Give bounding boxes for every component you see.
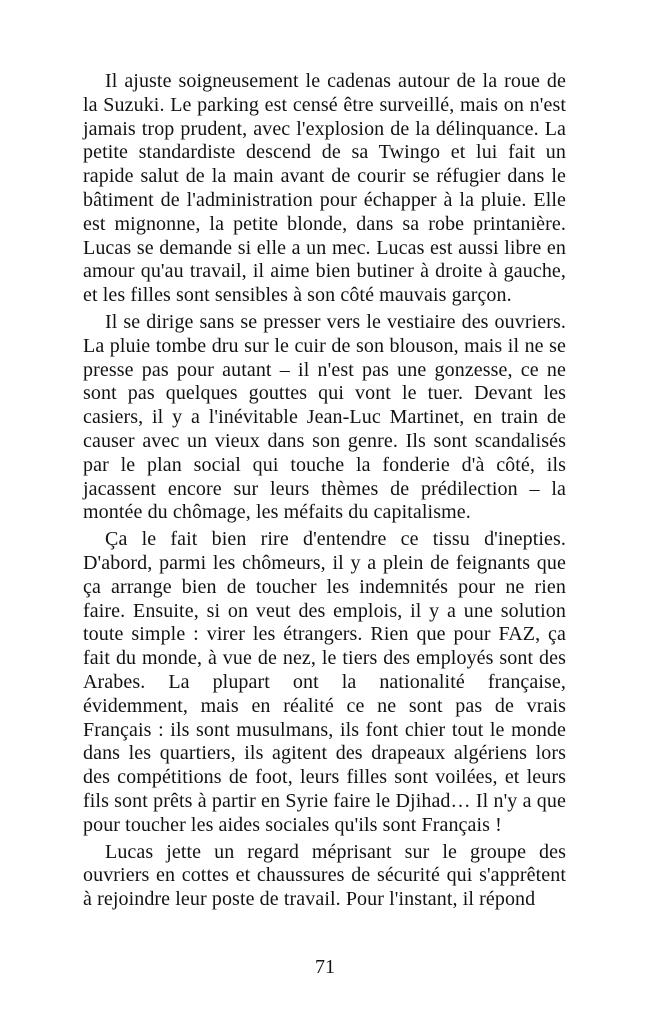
paragraph: Ça le fait bien rire d'entendre ce tissu d'inepties. D'abord, parmi les chômeurs, il y a plein de feignants que ça arrange bien de toucher les indemnités pour ne rien faire. Ensuite, si on veut des emplois, il y a une solution toute simple : virer les étrangers. Rien que pour FAZ, ça fait du monde, à vue de nez, le tiers des employés sont des Arabes. La plupart ont la nationalité française, évidemment, mais en réalité ce ne sont pas de vrais Français : ils sont musulmans, ils font chier tout le monde dans les quartiers, ils agitent des drapeaux algériens lors des compétitions de foot, leurs filles sont voilées, et leurs fils sont prêts à partir en Syrie faire le Djihad… Il n'y a que pour toucher les aides sociales qu'ils sont Français !	[83, 528, 566, 836]
paragraph: Il se dirige sans se presser vers le vestiaire des ouvriers. La pluie tombe dru sur le cuir de son blouson, mais il ne se presse pas pour autant – il n'est pas une gonzesse, ce ne sont pas quelques gouttes qui vont le tuer. Devant les casiers, il y a l'inévitable Jean-Luc Martinet, en train de causer avec un vieux dans son genre. Ils sont scandalisés par le plan social qui touche la fonderie d'à côté, ils jacassent encore sur leurs thèmes de prédilection – la montée du chômage, les méfaits du capitalisme.	[83, 310, 566, 524]
paragraph: Lucas jette un regard méprisant sur le groupe des ouvriers en cottes et chaussures de sécurité qui s'apprêtent à rejoindre leur poste de travail. Pour l'instant, il répond	[83, 840, 566, 911]
paragraph: Il ajuste soigneusement le cadenas autour de la roue de la Suzuki. Le parking est censé être surveillé, mais on n'est jamais trop prudent, avec l'explosion de la délinquance. La petite standardiste descend de sa Twingo et lui fait un rapide salut de la main avant de courir se réfugier dans le bâtiment de l'administration pour échapper à la pluie. Elle est mignonne, la petite blonde, dans sa robe printanière. Lucas se demande si elle a un mec. Lucas est aussi libre en amour qu'au travail, il aime bien butiner à droite à gauche, et les filles sont sensibles à son côté mauvais garçon.	[83, 70, 566, 307]
page-text	[83, 70, 566, 915]
page-number: 71	[315, 956, 335, 978]
